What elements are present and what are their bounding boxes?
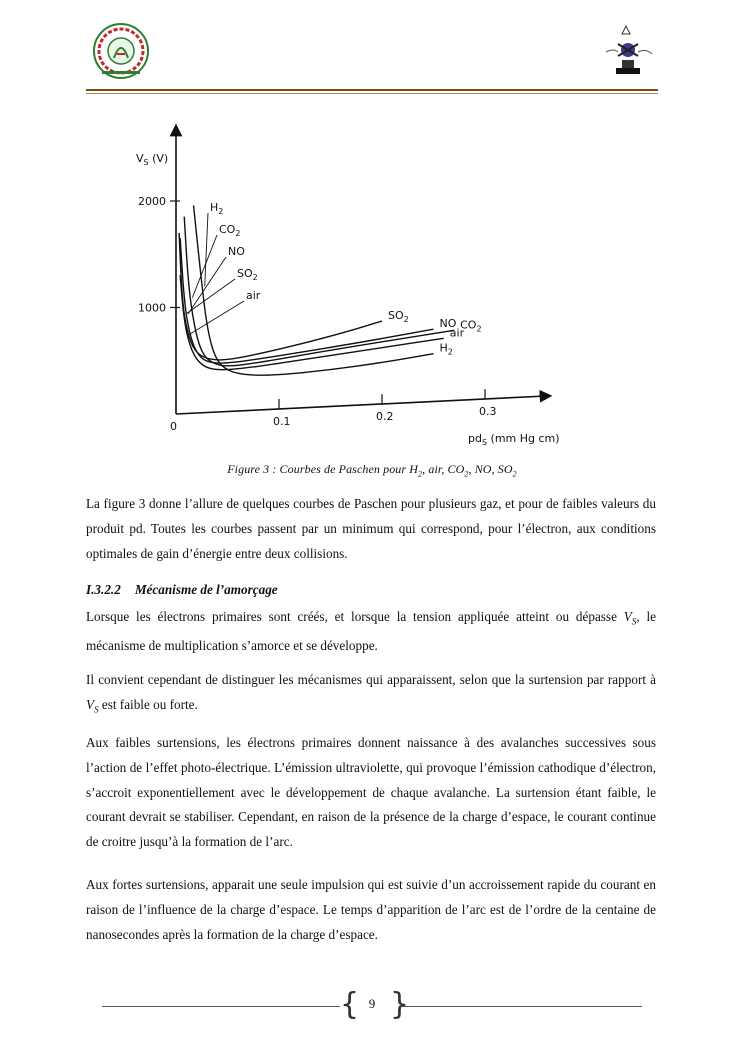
section-title-text: Mécanisme de l’amorçage xyxy=(134,582,278,597)
footer-rule-right xyxy=(402,1006,642,1007)
curve-no xyxy=(180,238,433,363)
curve-label-so2: $SO_2$ xyxy=(237,267,258,282)
footer-bracket-left: { xyxy=(340,987,360,1022)
leader-line xyxy=(186,279,235,314)
curve-label-no: NO xyxy=(228,245,245,258)
curve-end-label-h2: $H_2$ xyxy=(439,341,453,357)
curve-end-label-so2: $SO_2$ xyxy=(388,309,409,325)
paschen-curves-figure xyxy=(118,116,618,446)
paragraph-fortes-surtensions: Aux fortes surtensions, apparait une seule impulsion qui est suivie d’un accroissement rapide du courant en raison de l’influence de la charge d’espace. Le temps d’apparition de l’arc est de l’ordre de la centaine de nanosecondes après la formation de la charge d’espace. xyxy=(86,877,656,942)
curve-so2 xyxy=(179,233,382,360)
lab-emblem-icon xyxy=(604,22,654,82)
page-number: 9 xyxy=(368,996,376,1011)
paragraph-amorcage: Lorsque les électrons primaires sont créés, et lorsque la tension appliquée atteint ou dépasse $V_S$, le mécanisme de multiplication s’amorce et se développe. xyxy=(86,609,656,654)
leader-line xyxy=(188,257,226,314)
section-number: I.3.2.2 xyxy=(86,582,121,597)
y-tick-label: 2000 xyxy=(138,195,166,208)
curve-end-label-no: NO xyxy=(439,317,457,331)
leader-line xyxy=(205,213,208,286)
header-rule xyxy=(86,89,658,91)
paschen-chart xyxy=(118,116,618,446)
header-rule-thin xyxy=(86,93,658,94)
figure-caption: Figure 3 : Courbes de Paschen pour $H_2$, air, $CO_2$, NO, $SO_2$ xyxy=(227,462,517,479)
university-seal-icon xyxy=(92,22,150,80)
footer-bracket-right: } xyxy=(390,987,410,1022)
paragraph-paschen-intro: La figure 3 donne l’allure de quelques courbes de Paschen pour plusieurs gaz, et pour de faibles valeurs du produit pd. Toutes les courbes passent par un minimum qui correspond, pour l’électron, aux conditions optimales de gain d’énergie entre deux collisions. xyxy=(86,496,656,561)
leader-line xyxy=(192,235,217,298)
x-tick-label: 0 xyxy=(170,420,177,433)
y-tick-label: 1000 xyxy=(138,301,166,315)
footer-rule-left xyxy=(102,1006,340,1007)
curve-label-air: air xyxy=(246,289,261,302)
x-tick-label: 0.2 xyxy=(376,410,394,424)
section-title xyxy=(86,582,278,598)
y-axis-label: $V_S$ (V) xyxy=(136,152,169,167)
x-tick-label: 0.3 xyxy=(479,405,497,419)
x-axis-label: $pd_S$ (mm Hg cm) xyxy=(468,432,560,446)
paragraph-faibles-surtensions: Aux faibles surtensions, les électrons primaires donnent naissance à des avalanches successives sous l’action de l’effet photo-électrique. L’émission ultraviolette, qui provoque l’émission cathodique d’électron, s’accroit exponentiellement avec le développement de chaque avalanche. La surtension étant faible, le courant devrait se stabiliser. Cependant, en raison de la présence de la charge d’espace, le courant continue de croitre jusqu’à la formation de l’arc. xyxy=(86,735,656,850)
curve-label-co2: $CO_2$ xyxy=(219,223,241,238)
curve-end-label-air: air xyxy=(449,326,465,340)
x-tick-label: 0.1 xyxy=(273,415,291,429)
curve-label-h2: $H_2$ xyxy=(210,201,224,216)
paragraph-surtension: Il convient cependant de distinguer les mécanismes qui apparaissent, selon que la surtension par rapport à $V_S$ est faible ou forte. xyxy=(86,672,656,715)
curve-end-label-co2: $CO_2$ xyxy=(460,318,482,334)
